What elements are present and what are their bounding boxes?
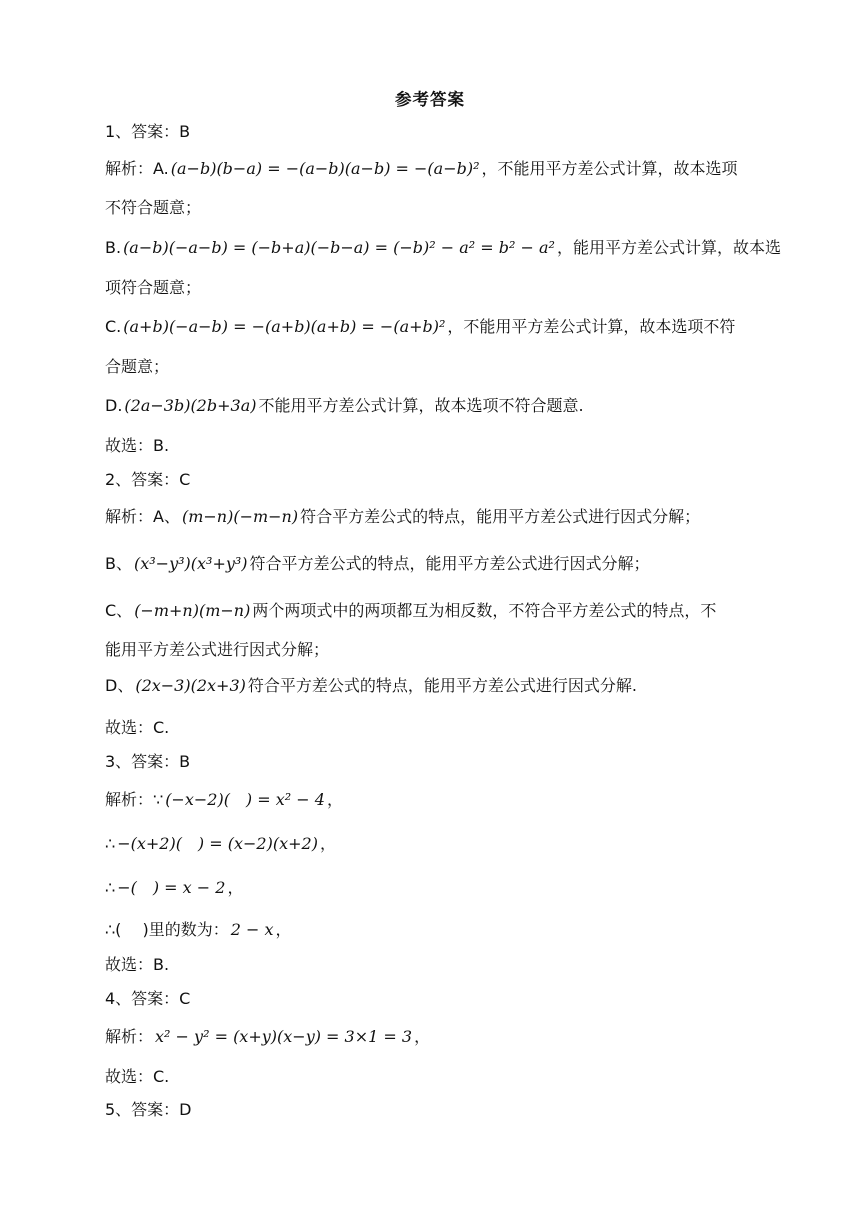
formula: −( ) = x − 2 [117,878,226,897]
formula: (−x−2)( ) = x² − 4 [165,790,325,809]
analysis-line: C. (a+b)(−a−b) = −(a+b)(a+b) = −(a+b)² ，不能用平方差公式计算，故本选项不符 [105,317,736,336]
formula: (−m+n)(m−n) [134,601,251,620]
formula: (m−n)(−m−n) [181,507,299,526]
conclusion-line: 故选：B. [105,955,170,974]
analysis-line: 不符合题意； [105,198,202,217]
analysis-line: C、 (−m+n)(m−n) 两个两项式中的两项都互为相反数，不符合平方差公式的特点，不 [105,601,717,620]
analysis-line: ∴ −( ) = x − 2 ， [105,878,244,897]
analysis-line: B、 (x³−y³)(x³+y³) 符合平方差公式的特点，能用平方差公式进行因式分解； [105,554,650,573]
analysis-line: 解析：∵ (−x−2)( ) = x² − 4 ， [105,790,343,809]
answer-line: 5、答案：D [105,1100,192,1119]
analysis-line: ∴ −(x+2)( ) = (x−2)(x+2) ， [105,834,336,853]
analysis-line: 项符合题意； [105,278,202,297]
analysis-line: 能用平方差公式进行因式分解； [105,640,330,659]
formula: (2x−3)(2x+3) [135,676,246,695]
answer-line: 2、答案：C [105,470,191,489]
answer-line: 3、答案：B [105,752,191,771]
formula: 2 − x [230,920,274,939]
answer-line: 1、答案：B [105,122,191,141]
answer-line: 4、答案：C [105,989,191,1008]
analysis-line: 解析： x² − y² = (x+y)(x−y) = 3×1 = 3 ， [105,1027,431,1046]
page-title: 参考答案 [395,90,465,109]
formula: −(x+2)( ) = (x−2)(x+2) [117,834,318,853]
formula: (a+b)(−a−b) = −(a+b)(a+b) = −(a+b)² [123,317,446,336]
conclusion-line: 故选：C. [105,1067,170,1086]
analysis-line: D、 (2x−3)(2x+3) 符合平方差公式的特点，能用平方差公式进行因式分解. [105,676,637,695]
conclusion-line: 故选：B. [105,436,170,455]
formula: (a−b)(−a−b) = (−b+a)(−b−a) = (−b)² − a² = b² − a² [123,238,555,257]
analysis-line: 合题意； [105,357,170,376]
formula: (2a−3b)(2b+3a) [124,396,257,415]
formula: x² − y² = (x+y)(x−y) = 3×1 = 3 [155,1027,413,1046]
analysis-line: B. (a−b)(−a−b) = (−b+a)(−b−a) = (−b)² − a² = b² − a² ，能用平方差公式计算，故本选 [105,238,781,257]
analysis-line: 解析：A. (a−b)(b−a) = −(a−b)(a−b) = −(a−b)² ，不能用平方差公式计算，故本选项 [105,159,738,178]
formula: (x³−y³)(x³+y³) [133,554,248,573]
analysis-line: D. (2a−3b)(2b+3a) 不能用平方差公式计算，故本选项不符合题意. [105,396,584,415]
conclusion-line: 故选：C. [105,718,170,737]
formula: (a−b)(b−a) = −(a−b)(a−b) = −(a−b)² [170,159,480,178]
analysis-line: 解析：A、 (m−n)(−m−n) 符合平方差公式的特点，能用平方差公式进行因式分解； [105,507,701,526]
analysis-line: ∴( )里的数为： 2 − x ， [105,920,292,939]
